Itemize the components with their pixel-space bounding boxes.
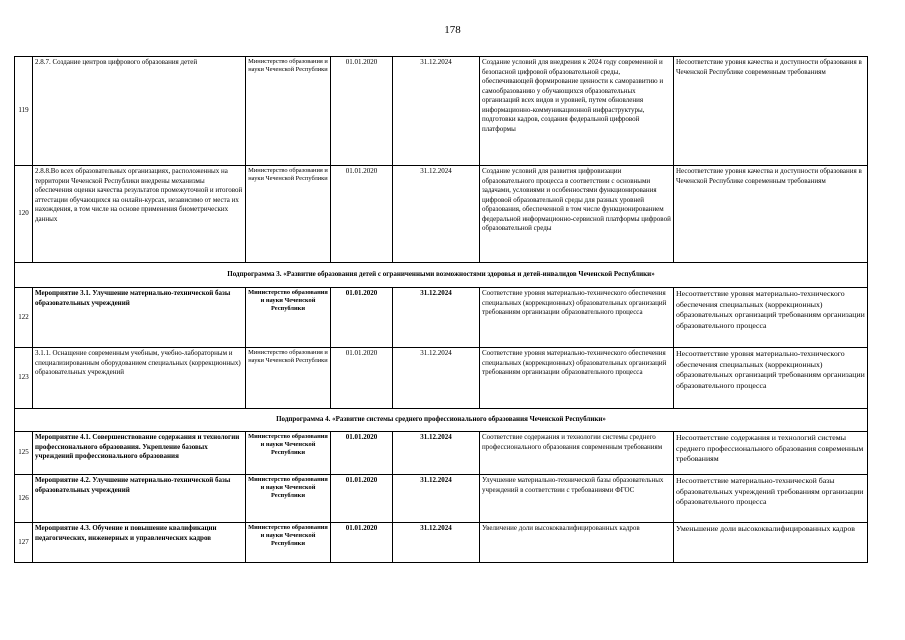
subprogram-heading: Подпрограмма 3. «Развитие образования детей с ограниченными возможностями здоровья и детей-инвалидов Чеченской Республики»	[15, 263, 868, 288]
result-cell: Улучшение материально-технической базы образовательных учреждений в соответствии с требованиями ФГОС	[480, 475, 674, 523]
end-date-cell: 31.12.2024	[393, 348, 480, 409]
end-date-cell: 31.12.2024	[393, 475, 480, 523]
responsible-cell: Министерство образования и науки Чеченской Республики	[246, 166, 331, 263]
result-cell: Создание условий для внедрения к 2024 году современной и безопасной цифровой образовательной среды, обеспечивающей формирование ценности к саморазвитию и самообразованию у обучающихся образовательных организаций всех видов и уровней, путем обновления информационно-коммуникационной инфраструктуры, подготовки кадров, создания федеральной цифровой платформы	[480, 57, 674, 166]
start-date-cell: 01.01.2020	[331, 166, 393, 263]
responsible-cell: Министерство образования и науки Чеченской Республики	[246, 432, 331, 475]
row-number: 127	[15, 523, 33, 563]
measure-cell: Мероприятие 4.1. Совершенствование содержания и технологии профессионального образования. Укрепление базовых учреждений профессионального образования	[33, 432, 246, 475]
responsible-cell: Министерство образования и науки Чеченской Республики	[246, 288, 331, 348]
risk-cell: Несоответствие уровня материально-технического обеспечения специальных (коррекционных) образовательных организаций требованиям организации образовательного процесса	[674, 348, 868, 409]
table-row	[15, 57, 868, 166]
start-date-cell: 01.01.2020	[331, 523, 393, 563]
measure-cell: 2.8.8.Во всех образовательных организациях, расположенных на территории Чеченской Республики внедрены механизмы обеспечения оценки качества результатов промежуточной и итоговой аттестации обучающихся на онлайн-курсах, независимо от места их нахождения, в том числе на основе применения биометрических данных	[33, 166, 246, 263]
page-number: 178	[444, 24, 461, 36]
risk-cell: Несоответствие содержания и технологий системы среднего профессионального образования современным требованиям	[674, 432, 868, 475]
risk-cell: Несоответствие уровня качества и доступности образования в Чеченской Республике современным требованиям	[674, 57, 868, 166]
table-row	[15, 432, 868, 475]
end-date-cell: 31.12.2024	[393, 166, 480, 263]
start-date-cell: 01.01.2020	[331, 348, 393, 409]
end-date-cell: 31.12.2024	[393, 523, 480, 563]
measure-cell: Мероприятие 4.3. Обучение и повышение квалификации педагогических, инженерных и управленческих кадров	[33, 523, 246, 563]
risk-cell: Несоответствие уровня материально-технического обеспечения специальных (коррекционных) образовательных организаций требованиям организации образовательного процесса	[674, 288, 868, 348]
end-date-cell: 31.12.2024	[393, 432, 480, 475]
row-number: 123	[15, 348, 33, 409]
start-date-cell: 01.01.2020	[331, 288, 393, 348]
result-cell: Создание условий для развития цифровизации образовательного процесса в соответствии с основными задачами, условиями и особенностями функционирования цифровой образовательной среды для разных уровней образования, обеспеченной в том числе функционированием федеральной информационно-сервисной платформы цифровой образовательной среды	[480, 166, 674, 263]
measure-cell: 3.1.1. Оснащение современным учебным, учебно-лабораторным и специализированным оборудованием специальных (коррекционных) образовательных учреждений	[33, 348, 246, 409]
start-date-cell: 01.01.2020	[331, 475, 393, 523]
table-row	[15, 166, 868, 263]
measure-cell: Мероприятие 4.2. Улучшение материально-технической базы образовательных учреждений	[33, 475, 246, 523]
subprogram-row	[15, 263, 868, 288]
row-number: 122	[15, 288, 33, 348]
row-number: 120	[15, 166, 33, 263]
risk-cell: Несоответствие уровня качества и доступности образования в Чеченской Республике современным требованиям	[674, 166, 868, 263]
subprogram-heading: Подпрограмма 4. «Развитие системы среднего профессионального образования Чеченской Республики»	[15, 409, 868, 432]
responsible-cell: Министерство образования и науки Чеченской Республики	[246, 348, 331, 409]
table-row	[15, 523, 868, 563]
start-date-cell: 01.01.2020	[331, 432, 393, 475]
measures-table	[14, 56, 868, 563]
responsible-cell: Министерство образования и науки Чеченской Республики	[246, 57, 331, 166]
measure-cell: 2.8.7. Создание центров цифрового образования детей	[33, 57, 246, 166]
result-cell: Увеличение доли высококвалифицированных кадров	[480, 523, 674, 563]
result-cell: Соответствие содержания и технологии системы среднего профессионального образования современным требованиям	[480, 432, 674, 475]
responsible-cell: Министерство образования и науки Чеченской Республики	[246, 475, 331, 523]
result-cell: Соответствие уровня материально-технического обеспечения специальных (коррекционных) образовательных организаций требованиям организации образовательного процесса	[480, 288, 674, 348]
risk-cell: Уменьшение доли высококвалифицированных кадров	[674, 523, 868, 563]
table-row	[15, 348, 868, 409]
row-number: 125	[15, 432, 33, 475]
risk-cell: Несоответствие материально-технической базы образовательных учреждений требованиям организации образовательного процесса	[674, 475, 868, 523]
start-date-cell: 01.01.2020	[331, 57, 393, 166]
table-row	[15, 288, 868, 348]
table-row	[15, 475, 868, 523]
result-cell: Соответствие уровня материально-технического обеспечения специальных (коррекционных) образовательных организаций требованиям организации образовательного процесса	[480, 348, 674, 409]
end-date-cell: 31.12.2024	[393, 288, 480, 348]
responsible-cell: Министерство образования и науки Чеченской Республики	[246, 523, 331, 563]
measure-cell: Мероприятие 3.1. Улучшение материально-технической базы образовательных учреждений	[33, 288, 246, 348]
row-number: 119	[15, 57, 33, 166]
end-date-cell: 31.12.2024	[393, 57, 480, 166]
subprogram-row	[15, 409, 868, 432]
row-number: 126	[15, 475, 33, 523]
